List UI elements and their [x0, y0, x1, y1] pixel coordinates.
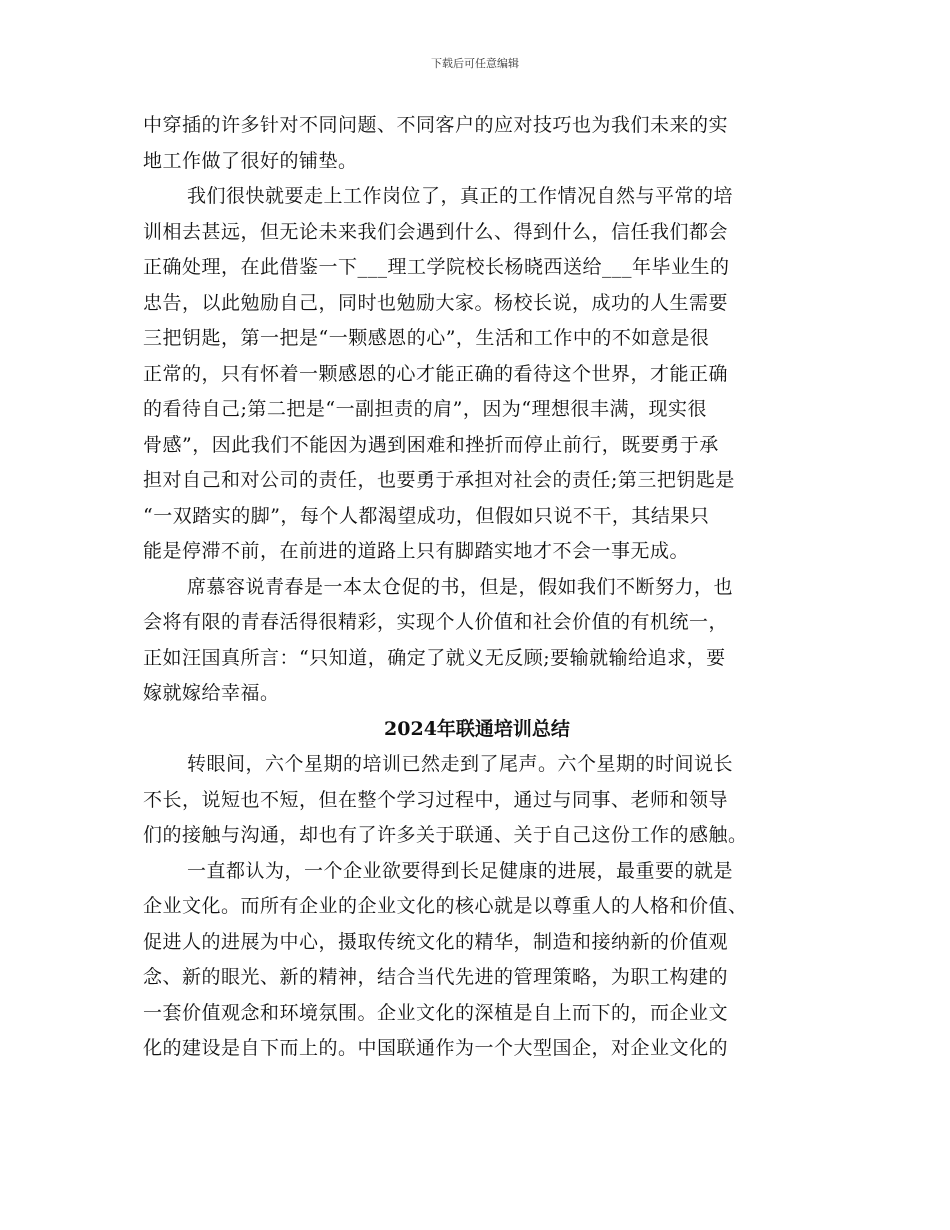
text-line: 企业文化。而所有企业的企业文化的核心就是以尊重人的人格和价值、	[143, 895, 748, 917]
text-line: 化的建设是自下而上的。中国联通作为一个大型国企，对企业文化的	[143, 1037, 729, 1059]
document-body	[143, 108, 811, 1067]
text-line: 忠告，以此勉励自己，同时也勉励大家。杨校长说，成功的人生需要	[143, 291, 729, 314]
text-line: 嫁就嫁给幸福。	[143, 682, 280, 704]
page-header: 下载后可任意编辑	[431, 57, 519, 70]
text-line: 三把钥匙，第一把是“一颗感恩的心”，生活和工作中的不如意是很	[143, 327, 710, 349]
text-line: 们的接触与沟通，却也有了许多关于联通、关于自己这份工作的感触。	[143, 824, 748, 846]
text-line: 骨感”，因此我们不能因为遇到困难和挫折而停止前行，既要勇于承	[143, 433, 719, 456]
text-line: 正如汪国真所言：“只知道，确定了就义无反顾;要输就输给追求，要	[143, 646, 726, 669]
text-line: 训相去甚远，但无论未来我们会遇到什么、得到什么，信任我们都会	[143, 220, 729, 243]
text-line: “一双踏实的脚”，每个人都渴望成功，但假如只说不干，其结果只	[143, 504, 710, 527]
text-line: 正确处理，在此借鉴一下___理工学院校长杨晓西送给___年毕业生的	[143, 256, 730, 278]
text-line: 担对自己和对公司的责任，也要勇于承担对社会的责任;第三把钥匙是	[143, 469, 735, 491]
paragraph-start-line: 一直都认为，一个企业欲要得到长足健康的进展，最重要的就是	[187, 859, 734, 882]
section-title: 2024年联通培训总结	[384, 717, 570, 740]
text-line: 的看待自己;第二把是“一副担责的肩”，因为“理想很丰满，现实很	[143, 398, 708, 420]
text-line: 地工作做了很好的铺垫。	[143, 149, 358, 172]
text-line: 能是停滞不前，在前进的道路上只有脚踏实地才不会一事无成。	[143, 540, 690, 562]
text-line: 会将有限的青春活得很精彩，实现个人价值和社会价值的有机统一，	[143, 611, 729, 633]
paragraph-start-line: 转眼间，六个星期的培训已然走到了尾声。六个星期的时间说长	[187, 753, 734, 775]
text-line: 中穿插的许多针对不同问题、不同客户的应对技巧也为我们未来的实	[143, 114, 729, 136]
text-line: 促进人的进展为中心，摄取传统文化的精华，制造和接纳新的价值观	[143, 930, 729, 953]
paragraph-start-line: 我们很快就要走上工作岗位了，真正的工作情况自然与平常的培	[187, 185, 734, 207]
text-line: 一套价值观念和环境氛围。企业文化的深植是自上而下的，而企业文	[143, 1001, 729, 1024]
text-line: 念、新的眼光、新的精神，结合当代先进的管理策略，为职工构建的	[143, 966, 729, 988]
paragraph-start-line: 席慕容说青春是一本太仓促的书，但是，假如我们不断努力，也	[187, 575, 734, 598]
text-line: 不长，说短也不短，但在整个学习过程中，通过与同事、老师和领导	[143, 788, 729, 811]
text-line: 正常的，只有怀着一颗感恩的心才能正确的看待这个世界，才能正确	[143, 362, 729, 385]
